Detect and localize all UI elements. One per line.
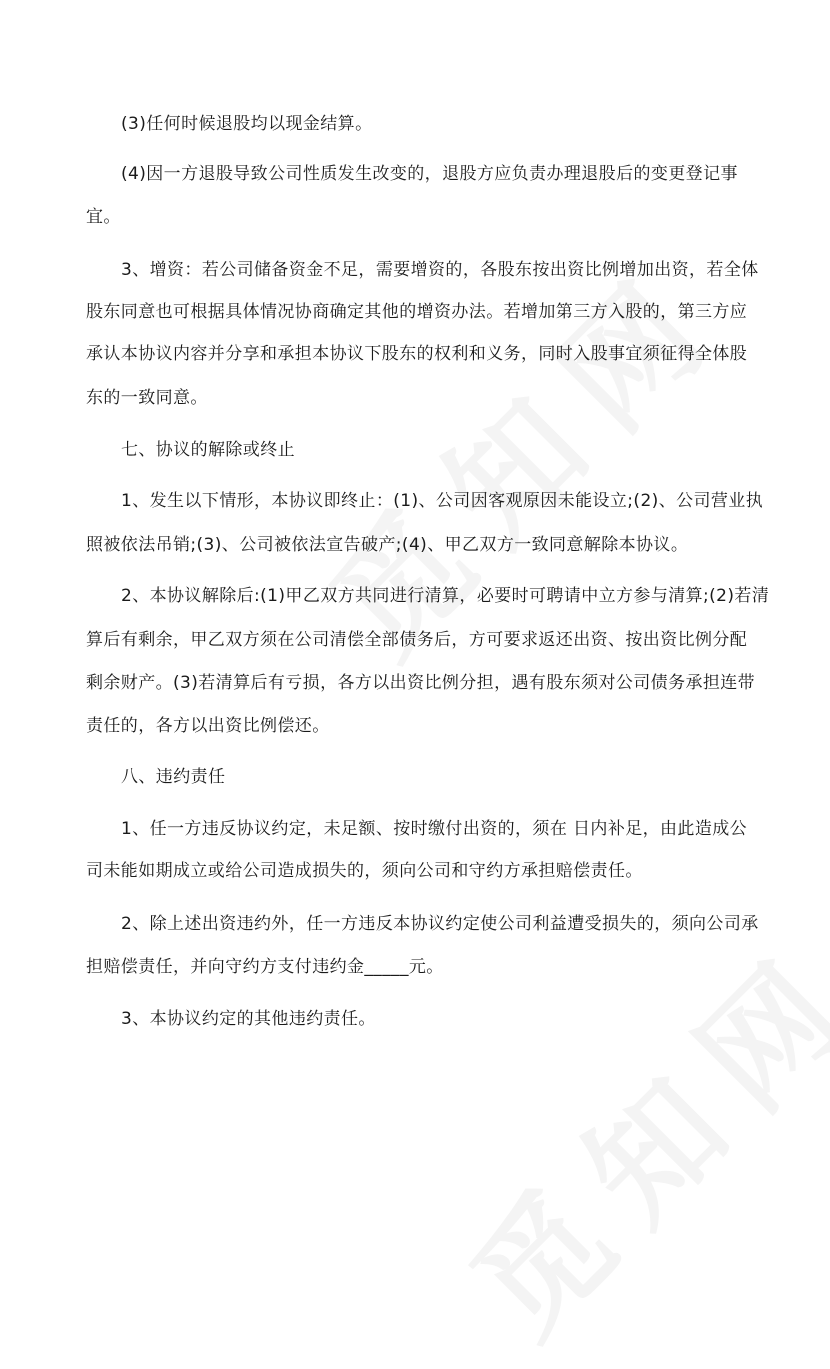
text-line: 东的一致同意。 bbox=[86, 388, 208, 408]
text-line: (3)任何时候退股均以现金结算。 bbox=[121, 114, 373, 134]
text-line: 宜。 bbox=[86, 207, 121, 227]
text-line: 司未能如期成立或给公司造成损失的，须向公司和守约方承担赔偿责任。 bbox=[86, 861, 643, 881]
text-line: 剩余财产。(3)若清算后有亏损，各方以出资比例分担，遇有股东须对公司债务承担连带 bbox=[86, 673, 756, 693]
text-line: (4)因一方退股导致公司性质发生改变的，退股方应负责办理退股后的变更登记事 bbox=[121, 164, 738, 184]
text-line: 1、发生以下情形，本协议即终止：(1)、公司因客观原因未能设立;(2)、公司营业执 bbox=[121, 491, 764, 511]
text-line: 2、除上述出资违约外，任一方违反本协议约定使公司利益遭受损失的，须向公司承 bbox=[121, 914, 759, 934]
watermark bbox=[424, 898, 830, 1369]
text-line: 算后有剩余，甲乙双方须在公司清偿全部债务后，方可要求返还出资、按出资比例分配 bbox=[86, 630, 748, 650]
text-line: 3、本协议约定的其他违约责任。 bbox=[121, 1009, 376, 1029]
text-line: 股东同意也可根据具体情况协商确定其他的增资办法。若增加第三方入股的，第三方应 bbox=[86, 302, 748, 322]
text-line: 责任的，各方以出资比例偿还。 bbox=[86, 716, 330, 736]
text-line: 3、增资：若公司储备资金不足，需要增资的，各股东按出资比例增加出资，若全体 bbox=[121, 260, 759, 280]
text-line: 承认本协议内容并分享和承担本协议下股东的权利和义务，同时入股事宜须征得全体股 bbox=[86, 344, 748, 364]
text-line: 1、任一方违反协议约定，未足额、按时缴付出资的，须在 日内补足，由此造成公 bbox=[121, 819, 748, 839]
text-line: 照被依法吊销;(3)、公司被依法宣告破产;(4)、甲乙双方一致同意解除本协议。 bbox=[86, 535, 689, 555]
text-line: 2、本协议解除后:(1)甲乙双方共同进行清算，必要时可聘请中立方参与清算;(2)若清 bbox=[121, 586, 770, 606]
watermark bbox=[284, 218, 756, 690]
section-heading: 七、协议的解除或终止 bbox=[121, 440, 295, 460]
section-heading: 八、违约责任 bbox=[121, 767, 226, 787]
text-line: 担赔偿责任，并向守约方支付违约金_____元。 bbox=[86, 957, 444, 977]
